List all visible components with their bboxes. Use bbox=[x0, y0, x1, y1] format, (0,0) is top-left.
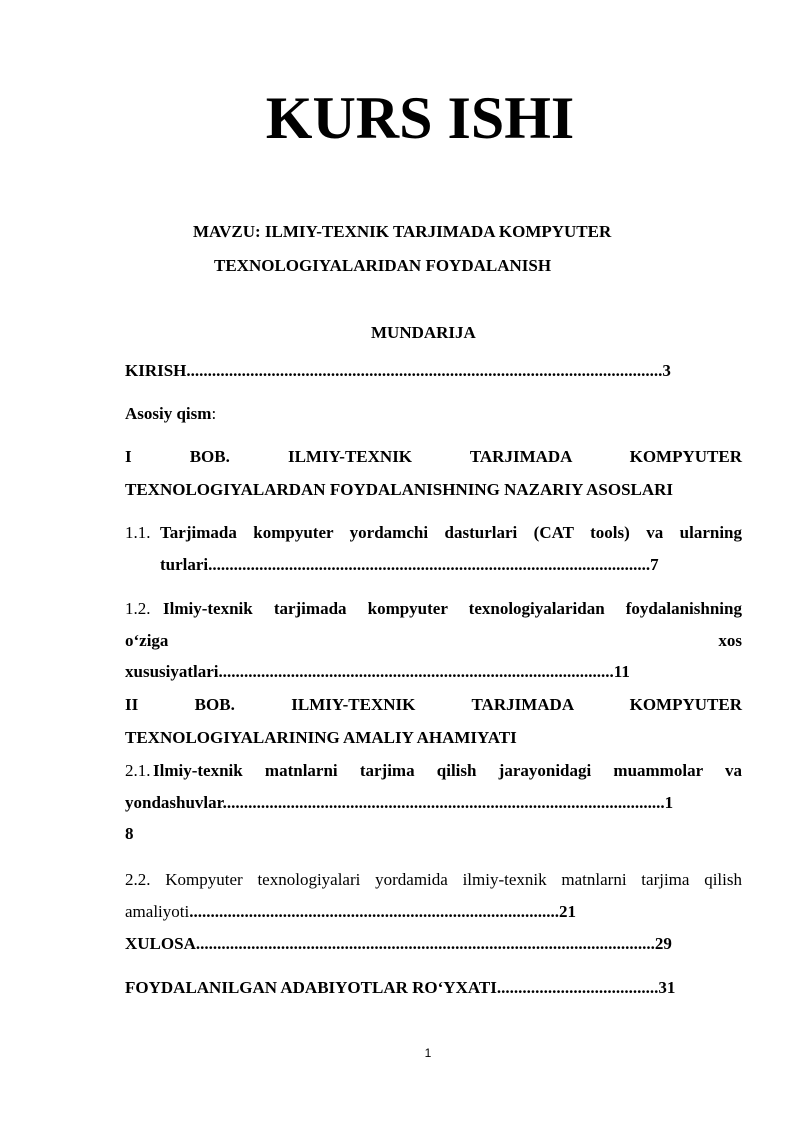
toc-section-1-1-line-1: Tarjimada kompyuter yordamchi dasturlari (CAT tools) va ularning bbox=[160, 523, 742, 542]
chapter-1-heading-line-2: TEXNOLOGIYALARDAN FOYDALANISHNING NAZARIY ASOSLARI bbox=[125, 480, 674, 499]
main-part-label bbox=[125, 404, 216, 424]
toc-section-2-1-line-2: yondashuvlar........................................................................................................1 bbox=[125, 793, 674, 812]
toc-section-1-2-line-1: Ilmiy-texnik tarjimada kompyuter texnologiyalaridan foydalanishning bbox=[163, 599, 742, 618]
page-number: 1 bbox=[424, 1046, 432, 1060]
toc-section-1-1-line-2: turlari........................................................................................................7 bbox=[160, 555, 659, 574]
toc-section-1-1-number: 1.1. bbox=[125, 523, 151, 542]
toc-entry-references: FOYDALANILGAN ADABIYOTLAR RO‘YXATI......................................31 bbox=[125, 978, 676, 997]
toc-section-1-2-number: 1.2. bbox=[125, 599, 151, 618]
topic-line-2: TEXNOLOGIYALARIDAN FOYDALANISH bbox=[214, 256, 552, 275]
toc-section-2-1-line-1: Ilmiy-texnik matnlarni tarjima qilish jarayonidagi muammolar va bbox=[153, 761, 742, 780]
toc-section-1-2-line-3: xususiyatlari.............................................................................................11 bbox=[125, 662, 630, 681]
topic-line-1: MAVZU: ILMIY-TEXNIK TARJIMADA KOMPYUTER bbox=[193, 222, 612, 241]
toc-entry-intro: KIRISH................................................................................................................3 bbox=[125, 361, 671, 380]
main-part-text: Asosiy qism bbox=[125, 404, 212, 423]
toc-section-2-2-line-2 bbox=[125, 902, 576, 922]
toc-section-2-2-text: amaliyoti bbox=[125, 902, 190, 921]
chapter-2-heading-line-2: TEXNOLOGIYALARINING AMALIY AHAMIYATI bbox=[125, 728, 517, 747]
toc-entry-conclusion: XULOSA............................................................................................................29 bbox=[125, 934, 672, 953]
chapter-2-heading-line-1: II BOB. ILMIY-TEXNIK TARJIMADA KOMPYUTER bbox=[125, 695, 742, 714]
chapter-1-heading-line-1: I BOB. ILMIY-TEXNIK TARJIMADA KOMPYUTER bbox=[125, 447, 742, 466]
toc-section-2-2-leader: .......................................................................................21 bbox=[189, 902, 576, 921]
main-part-colon: : bbox=[211, 404, 217, 423]
toc-section-2-1-line-3: 8 bbox=[125, 824, 134, 843]
toc-section-2-1-number: 2.1. bbox=[125, 761, 151, 780]
toc-section-2-2-line-1: 2.2. Kompyuter texnologiyalari yordamida ilmiy-texnik matnlarni tarjima qilish bbox=[125, 870, 742, 889]
toc-heading: MUNDARIJA bbox=[371, 323, 476, 342]
page-title: KURS ISHI bbox=[265, 85, 575, 151]
toc-section-1-2-line-2: o‘ziga xos bbox=[125, 631, 742, 650]
